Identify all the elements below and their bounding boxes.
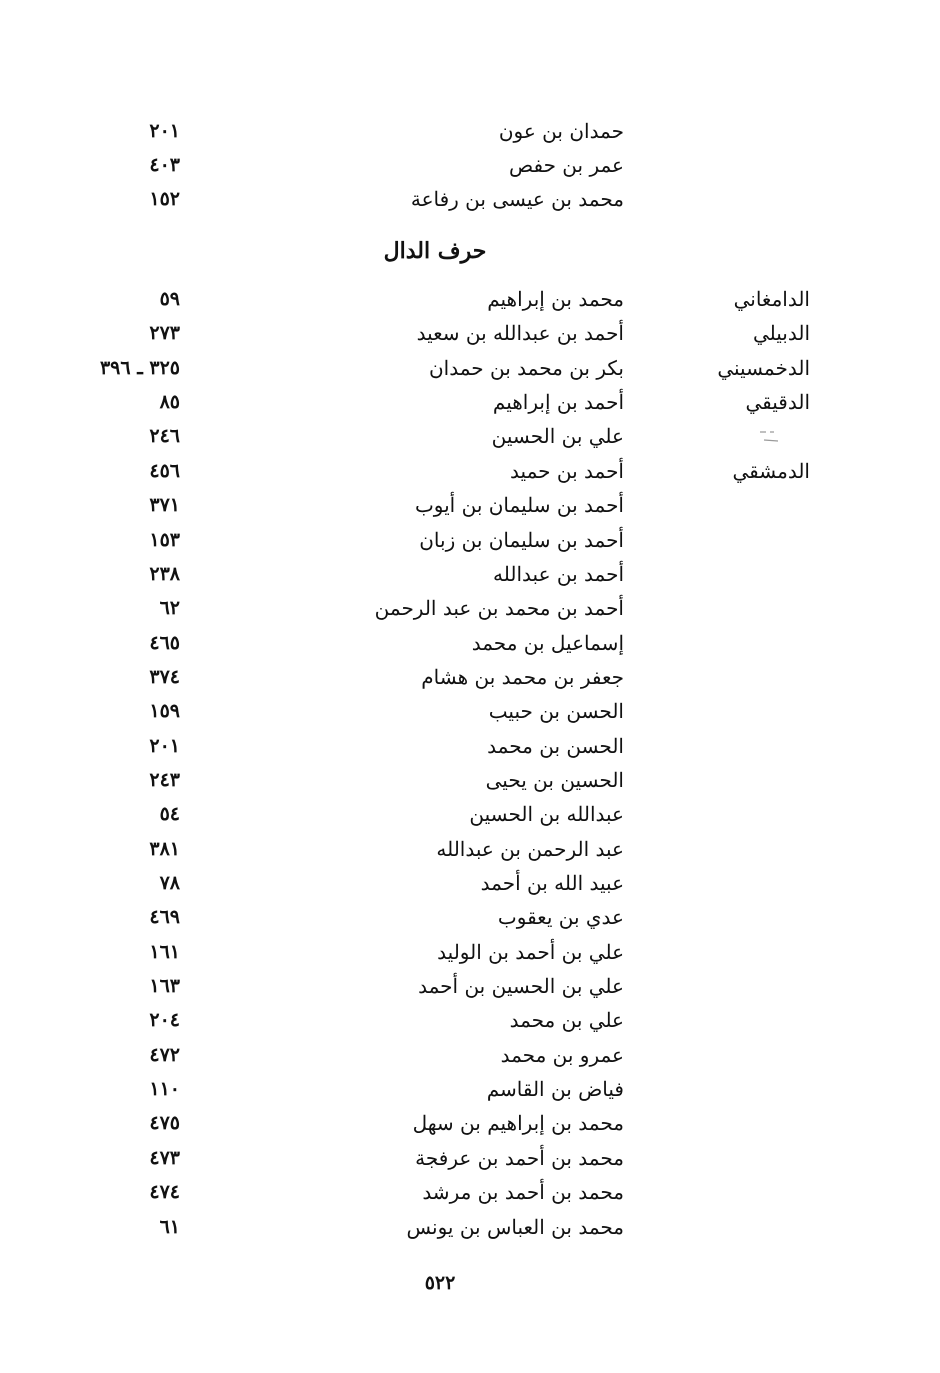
entry-nisba: الدقيقي	[745, 390, 810, 415]
entry-name: محمد بن أحمد بن مرشد	[422, 1180, 624, 1205]
entry-page-number: ٤٧٣	[149, 1146, 180, 1169]
entry-name: علي بن الحسين بن أحمد	[418, 974, 624, 998]
index-entry	[0, 387, 940, 421]
entry-name: أحمد بن عبدالله	[493, 561, 624, 586]
entry-page-number: ٤٧٥	[149, 1112, 180, 1135]
entry-name: محمد بن عيسى بن رفاعة	[410, 187, 624, 211]
index-entry	[0, 116, 940, 150]
entry-name: بكر بن محمد بن حمدان	[428, 355, 624, 380]
entry-name: عمر بن حفص	[508, 153, 624, 177]
entry-name: أحمد بن حميد	[510, 458, 624, 483]
entry-page-number: ٤٧٢	[149, 1043, 180, 1066]
entry-name: أحمد بن سليمان بن زبان	[419, 527, 624, 552]
index-entry	[0, 662, 940, 696]
entry-nisba: الدخمسيني	[717, 355, 810, 380]
entry-page-number: ٥٩	[159, 288, 180, 310]
index-entry	[0, 1074, 940, 1108]
section-heading: حرف الدال	[383, 238, 487, 264]
index-entry	[0, 1212, 940, 1246]
index-entry	[0, 799, 940, 833]
index-entry	[0, 318, 940, 352]
index-entry	[0, 1177, 940, 1211]
entry-name: علي بن أحمد بن الوليد	[437, 939, 624, 964]
entry-name: أحمد بن سليمان بن أيوب	[414, 493, 624, 518]
index-entry	[0, 696, 940, 730]
index-entry	[0, 834, 940, 868]
entry-name: إسماعيل بن محمد	[471, 630, 624, 655]
entry-page-number: ٤٦٩	[149, 906, 180, 929]
entry-name: عبيد الله بن أحمد	[480, 871, 624, 895]
entry-page-number: ٤٠٣	[149, 154, 180, 176]
index-entry	[0, 765, 940, 799]
entry-page-number: ٣٨١	[149, 837, 180, 860]
index-entry	[0, 1005, 940, 1039]
entry-name: حمدان بن عون	[498, 119, 624, 143]
index-entry	[0, 731, 940, 765]
entry-page-number: ٢٧٣	[149, 322, 180, 345]
entry-page-number: ٧٨	[159, 872, 180, 894]
entry-page-number: ٢٠٤	[149, 1009, 180, 1032]
entry-page-number: ١٥٢	[149, 188, 180, 210]
entry-name: محمد بن إبراهيم بن سهل	[412, 1111, 624, 1136]
entry-page-number: ٢٤٣	[149, 768, 180, 791]
entry-name: جعفر بن محمد بن هشام	[421, 664, 624, 689]
entry-name: الحسين بن يحيى	[485, 767, 624, 792]
page-number: ٥٢٢	[424, 1272, 456, 1294]
entry-name: أحمد بن محمد بن عبد الرحمن	[374, 596, 624, 621]
index-entry	[0, 868, 940, 902]
entry-name: أحمد بن عبدالله بن سعيد	[416, 321, 624, 346]
entry-page-number: ٢٠١	[149, 734, 180, 757]
entry-page-number: ٤٥٦	[149, 459, 180, 482]
index-entry	[0, 971, 940, 1005]
entry-page-number: ٤٧٤	[149, 1181, 180, 1204]
entry-page-number: ٢٣٨	[149, 562, 180, 585]
entry-page-number: ٦١	[159, 1215, 180, 1238]
index-entry	[0, 525, 940, 559]
entry-page-number: ١٥٩	[149, 700, 180, 723]
entry-name: عبد الرحمن بن عبدالله	[436, 836, 624, 861]
entry-name: أحمد بن إبراهيم	[492, 390, 624, 415]
index-entry	[0, 184, 940, 218]
index-entry	[0, 150, 940, 184]
entry-page-number: ١٥٣	[149, 528, 180, 551]
entry-name: الحسن بن حبيب	[488, 699, 624, 724]
entry-nisba: الدامغاني	[733, 287, 810, 311]
entry-page-number: ١٦٣	[149, 975, 180, 997]
entry-page-number: ١١٠	[149, 1078, 180, 1101]
entry-page-number: ٤٦٥	[149, 631, 180, 654]
entry-page-number: ٥٤	[159, 803, 180, 826]
entry-page-number: ٦٢	[159, 597, 180, 620]
entry-name: عمرو بن محمد	[500, 1042, 624, 1067]
entry-nisba: الدمشقي	[732, 458, 810, 483]
entry-page-number: ٣٧١	[149, 494, 180, 517]
entry-name: عدي بن يعقوب	[497, 905, 624, 930]
entry-name: محمد بن إبراهيم	[487, 287, 624, 311]
index-entry	[0, 1040, 940, 1074]
entry-name: فياض بن القاسم	[486, 1077, 624, 1102]
faint-ditto-mark	[758, 428, 782, 444]
entry-name: الحسن بن محمد	[487, 733, 624, 758]
entry-page-number: ٢٠١	[149, 120, 180, 142]
entry-name: محمد بن العباس بن يونس	[406, 1214, 624, 1239]
index-entry	[0, 559, 940, 593]
index-entry	[0, 284, 940, 318]
entry-name: عبدالله بن الحسين	[469, 802, 624, 827]
entry-nisba: الدبيلي	[752, 321, 810, 346]
index-entry	[0, 490, 940, 524]
index-entry	[0, 1108, 940, 1142]
index-entry	[0, 628, 940, 662]
entry-page-number: ٨٥	[159, 391, 180, 414]
entry-page-number: ٣٧٤	[149, 665, 180, 688]
index-entry	[0, 1143, 940, 1177]
entry-name: علي بن محمد	[509, 1008, 624, 1033]
entry-page-number: ١٦١	[149, 940, 180, 963]
entry-name: محمد بن أحمد بن عرفجة	[415, 1145, 624, 1170]
index-entry	[0, 421, 940, 455]
entry-page-number: ٣٢٥ ـ ٣٩٦	[99, 356, 180, 379]
index-entry	[0, 902, 940, 936]
index-entry	[0, 593, 940, 627]
index-entry	[0, 353, 940, 387]
entry-page-number: ٢٤٦	[149, 425, 180, 448]
entry-name: علي بن الحسين	[491, 424, 624, 449]
index-entry	[0, 937, 940, 971]
index-entry	[0, 456, 940, 490]
